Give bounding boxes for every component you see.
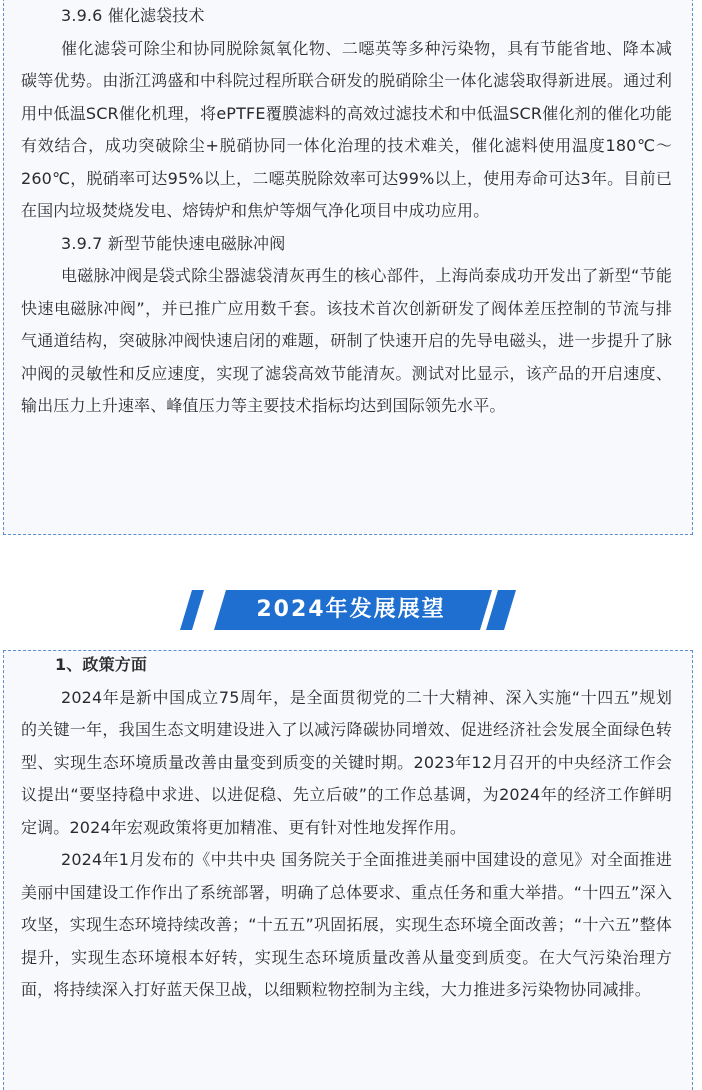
paragraph-3-9-7: 电磁脉冲阀是袋式除尘器滤袋清灰再生的核心部件，上海尚泰成功开发出了新型“节能快速电磁脉冲阀”，并已推广应用数千套。该技术首次创新研发了阀体差压控制的节流与排气通道结构，突破脉冲阀快速启闭的难题，研制了快速开启的先导电磁头，进一步提升了脉冲阀的灵敏性和反应速度，实现了滤袋高效节能清灰。测试对比显示，该产品的开启速度、输出压力上升速率、峰值压力等主要技术指标均达到国际领先水平。 — [21, 266, 672, 415]
tech-section-box — [3, 0, 693, 535]
heading-3-9-7: 3.9.7 新型节能快速电磁脉冲阀 — [61, 233, 286, 253]
heading-3-9-6: 3.9.6 催化滤袋技术 — [61, 6, 205, 25]
paragraph-policy-1: 2024年是新中国成立75周年，是全面贯彻党的二十大精神、深入实施“十四五”规划的关键一年，我国生态文明建设进入了以减污降碳协同增效、促进经济社会发展全面绿色转型、实现生态环境质量改善由量变到质变的关键时期。2023年12月召开的中央经济工作会议提出“要坚持稳中求进、以进促稳、先立后破”的工作总基调，为2024年的经济工作鲜明定调。2024年宏观政策将更加精准、更有针对性地发挥作用。 — [21, 687, 672, 837]
paragraph-policy-2: 2024年1月发布的《中共中央 国务院关于全面推进美丽中国建设的意见》对全面推进美丽中国建设工作作出了系统部署，明确了总体要求、重点任务和重大举措。“十四五”深入攻坚，实现生态环境持续改善；“十五五”巩固拓展，实现生态环境全面改善；“十六五”整体提升，实现生态环境根本好转，实现生态环境质量改善从量变到质变。在大气污染治理方面，将持续深入打好蓝天保卫战，以细颗粒物控制为主线，大力推进多污染物协同减排。 — [21, 850, 672, 999]
heading-policy: 1、政策方面 — [55, 655, 148, 674]
paragraph-3-9-6: 催化滤袋可除尘和协同脱除氮氧化物、二噁英等多种污染物，具有节能省地、降本减碳等优势。由浙江鸿盛和中科院过程所联合研发的脱硝除尘一体化滤袋取得新进展。通过利用中低温SCR催化机理，将ePTFE覆膜滤料的高效过滤技术和中低温SCR催化剂的催化功能有效结合，成功突破除尘+脱硝协同一体化治理的技术难关，催化滤料使用温度180℃～260℃，脱硝率可达95%以上，二噁英脱除效率可达99%以上，使用寿命可达3年。目前已在国内垃圾焚烧发电、熔铸炉和焦炉等烟气净化项目中成功应用。 — [21, 38, 672, 220]
banner-right-stripe-1 — [486, 590, 516, 630]
banner-title: 2024年发展展望 — [256, 597, 446, 622]
section-banner — [0, 588, 702, 632]
outlook-section-box — [3, 650, 693, 1090]
